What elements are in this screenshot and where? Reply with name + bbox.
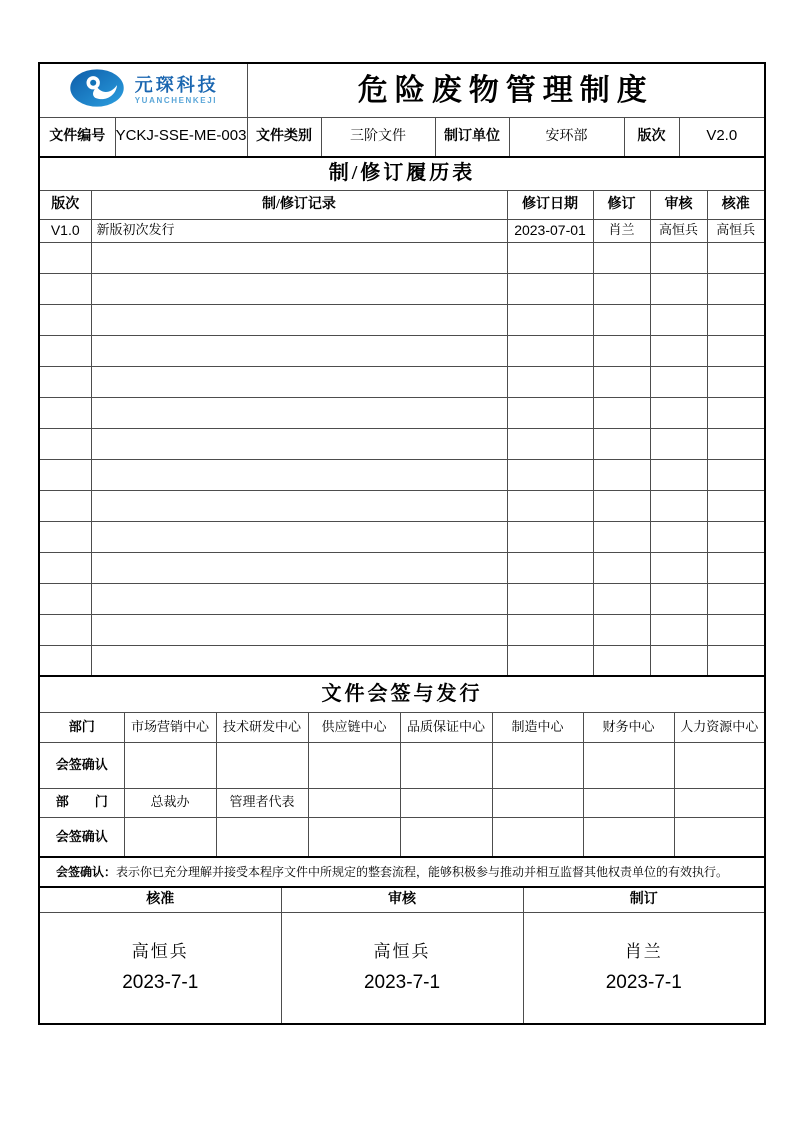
dept-cell: 人力资源中心 bbox=[674, 712, 765, 742]
signature-date: 2023-7-1 bbox=[605, 971, 682, 993]
doc-type-value: 三阶文件 bbox=[321, 117, 435, 157]
revision-empty-row bbox=[39, 366, 765, 397]
revision-history-title: 制/修订履历表 bbox=[39, 157, 765, 190]
signoff-note-label: 会签确认： bbox=[56, 864, 117, 879]
revision-empty-row bbox=[39, 242, 765, 273]
approval-signature-review bbox=[281, 912, 523, 1024]
revision-empty-row bbox=[39, 428, 765, 459]
revision-empty-row bbox=[39, 583, 765, 614]
confirm-cell bbox=[674, 742, 765, 788]
dept-label: 部门 bbox=[39, 712, 124, 742]
revision-approver: 高恒兵 bbox=[707, 219, 765, 242]
revision-header-date: 修订日期 bbox=[507, 190, 593, 219]
revision-empty-row bbox=[39, 273, 765, 304]
header-table bbox=[38, 62, 766, 158]
document-sheet bbox=[38, 62, 764, 1025]
signature-date: 2023-7-1 bbox=[122, 971, 199, 993]
doc-number-value: YCKJ-SSE-ME-003 bbox=[115, 117, 247, 157]
company-logo bbox=[39, 63, 247, 117]
confirm-cell bbox=[308, 742, 400, 788]
signoff-confirm-row bbox=[39, 742, 765, 788]
signoff-table bbox=[38, 675, 766, 888]
company-name: 元琛科技 bbox=[134, 74, 219, 95]
approval-table bbox=[38, 886, 766, 1025]
doc-version-value: V2.0 bbox=[679, 117, 765, 157]
revision-empty-row bbox=[39, 397, 765, 428]
doc-type-label: 文件类别 bbox=[247, 117, 321, 157]
revision-reviser: 肖兰 bbox=[593, 219, 650, 242]
dept-cell bbox=[583, 788, 674, 817]
revision-header-approver: 核准 bbox=[707, 190, 765, 219]
confirm-cell bbox=[216, 742, 308, 788]
approval-header-review: 审核 bbox=[281, 887, 523, 912]
approval-signature-row bbox=[39, 912, 765, 1024]
doc-version-label: 版次 bbox=[624, 117, 679, 157]
signoff-note-row bbox=[39, 857, 765, 887]
dept-cell bbox=[492, 788, 583, 817]
signature-name: 高恒兵 bbox=[131, 942, 189, 962]
dept-cell: 供应链中心 bbox=[308, 712, 400, 742]
dept-cell bbox=[400, 788, 492, 817]
confirm-cell bbox=[492, 742, 583, 788]
dept-cell: 市场营销中心 bbox=[124, 712, 216, 742]
signoff-dept-row bbox=[39, 712, 765, 742]
dept-cell: 技术研发中心 bbox=[216, 712, 308, 742]
revision-empty-row bbox=[39, 490, 765, 521]
approval-header-draft: 制订 bbox=[523, 887, 765, 912]
dept-cell: 管理者代表 bbox=[216, 788, 308, 817]
revision-row bbox=[39, 219, 765, 242]
revision-empty-rows bbox=[39, 242, 765, 676]
dept-cell: 制造中心 bbox=[492, 712, 583, 742]
revision-empty-row bbox=[39, 521, 765, 552]
confirm-cell bbox=[492, 817, 583, 857]
revision-empty-row bbox=[39, 645, 765, 676]
confirm-cell bbox=[400, 742, 492, 788]
dept-cell: 财务中心 bbox=[583, 712, 674, 742]
dept-cell bbox=[674, 788, 765, 817]
confirm-cell bbox=[308, 817, 400, 857]
confirm-cell bbox=[583, 817, 674, 857]
dept-cell: 品质保证中心 bbox=[400, 712, 492, 742]
revision-empty-row bbox=[39, 552, 765, 583]
revision-empty-row bbox=[39, 304, 765, 335]
approval-signature-draft bbox=[523, 912, 765, 1024]
signature-name: 高恒兵 bbox=[373, 942, 431, 962]
signoff-note-text: 表示你已充分理解并接受本程序文件中所规定的整套流程，能够积极参与推动并相互监督其他权责单位的有效执行。 bbox=[116, 864, 729, 879]
dept-cell: 总裁办 bbox=[124, 788, 216, 817]
revision-header-record: 制/修订记录 bbox=[91, 190, 507, 219]
doc-unit-label: 制订单位 bbox=[435, 117, 509, 157]
approval-header-approve: 核准 bbox=[39, 887, 281, 912]
revision-header-reviewer: 审核 bbox=[650, 190, 707, 219]
confirm-cell bbox=[124, 742, 216, 788]
revision-record: 新版初次发行 bbox=[91, 219, 507, 242]
dept-cell bbox=[308, 788, 400, 817]
revision-empty-row bbox=[39, 459, 765, 490]
confirm-cell bbox=[400, 817, 492, 857]
signoff-title: 文件会签与发行 bbox=[39, 676, 765, 712]
signature-name: 肖兰 bbox=[624, 942, 663, 962]
confirm-cell bbox=[583, 742, 674, 788]
doc-unit-value: 安环部 bbox=[509, 117, 624, 157]
dept-label: 部 门 bbox=[39, 788, 124, 817]
company-name-en: YUANCHENKEJI bbox=[134, 95, 218, 105]
confirm-label: 会签确认 bbox=[39, 742, 124, 788]
signoff-dept-row-2 bbox=[39, 788, 765, 817]
confirm-cell bbox=[124, 817, 216, 857]
document-title: 危险废物管理制度 bbox=[247, 63, 765, 117]
doc-number-label: 文件编号 bbox=[39, 117, 115, 157]
signature-date: 2023-7-1 bbox=[363, 971, 441, 993]
confirm-label: 会签确认 bbox=[39, 817, 124, 857]
revision-header-row bbox=[39, 190, 765, 219]
revision-history-table bbox=[38, 156, 766, 677]
revision-header-version: 版次 bbox=[39, 190, 91, 219]
revision-empty-row bbox=[39, 335, 765, 366]
approval-signature-approve bbox=[39, 912, 281, 1024]
revision-reviewer: 高恒兵 bbox=[650, 219, 707, 242]
revision-empty-row bbox=[39, 614, 765, 645]
approval-header-row bbox=[39, 887, 765, 912]
confirm-cell bbox=[674, 817, 765, 857]
revision-header-reviser: 修订 bbox=[593, 190, 650, 219]
logo-mark-icon bbox=[68, 67, 126, 113]
revision-version: V1.0 bbox=[39, 219, 91, 242]
signoff-confirm-row-2 bbox=[39, 817, 765, 857]
confirm-cell bbox=[216, 817, 308, 857]
revision-date: 2023-07-01 bbox=[507, 219, 593, 242]
